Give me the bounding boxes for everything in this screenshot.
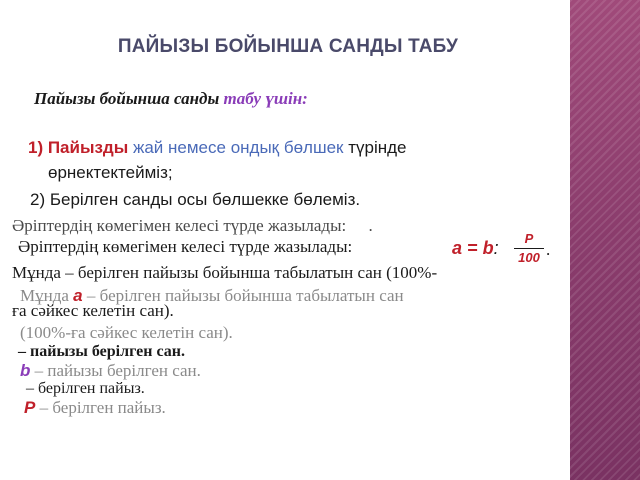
munda-front-text: – берілген пайызы бойынша табылатын сан	[86, 286, 404, 305]
overlay-sayes-back: ға сәйкес келетін сан).	[12, 301, 174, 320]
overlay-lead-back-dot: .	[368, 216, 373, 235]
b-front-letter: b	[20, 361, 31, 380]
formula-b: b	[482, 238, 494, 258]
step-1-line-2: өрнектектейміз;	[48, 163, 173, 182]
overlay-p-front	[24, 398, 166, 418]
munda-front-word: Мұнда	[20, 286, 69, 305]
fraction-bar	[514, 248, 544, 249]
p-front-letter: P	[24, 398, 36, 417]
b-front-text: – пайызы берілген сан.	[34, 361, 201, 380]
formula-fraction	[512, 232, 546, 265]
munda-front-a: a	[73, 286, 83, 305]
overlay-sayes-front: (100%-ға сәйкес келетін сан).	[20, 323, 233, 342]
p-front-text: – берілген пайыз.	[39, 398, 166, 417]
step-1-label: 1) Пайызды	[28, 138, 129, 157]
overlay-lead-back-text: Әріптердің көмегімен келесі түрде жазылады:	[12, 216, 347, 235]
fraction-denominator: 100	[518, 250, 540, 265]
intro-text: Пайызы бойынша санды	[34, 89, 220, 108]
formula-a: a	[452, 238, 463, 258]
slide-title: ПАЙЫЗЫ БОЙЫНША САНДЫ ТАБУ	[117, 36, 459, 57]
step-1-highlight: жай немесе ондық бөлшек	[132, 138, 344, 157]
intro-line	[34, 89, 308, 109]
formula-eq: =	[467, 238, 478, 258]
step-1-end: түрінде	[348, 138, 407, 157]
overlay-munda-back: Мұнда – берілген пайызы бойынша табылатын сан (100%-	[12, 263, 438, 282]
formula-end: .	[546, 240, 551, 259]
formula	[452, 238, 499, 259]
overlay-lead-front: Әріптердің көмегімен келесі түрде жазылады:	[18, 237, 353, 256]
step-2-line: 2) Берілген санды осы бөлшекке бөлеміз.	[30, 190, 361, 209]
overlay-b-back: – пайызы берілген сан.	[18, 343, 185, 360]
formula-div: :	[493, 238, 499, 258]
decorative-side-stripe	[570, 0, 640, 480]
intro-highlight: табу үшін:	[223, 89, 308, 108]
overlay-lead-back	[12, 216, 373, 236]
overlay-p-back: – берілген пайыз.	[26, 380, 145, 397]
fraction-numerator: P	[524, 231, 534, 246]
step-1-line	[28, 138, 407, 158]
overlay-b-front	[20, 361, 201, 381]
